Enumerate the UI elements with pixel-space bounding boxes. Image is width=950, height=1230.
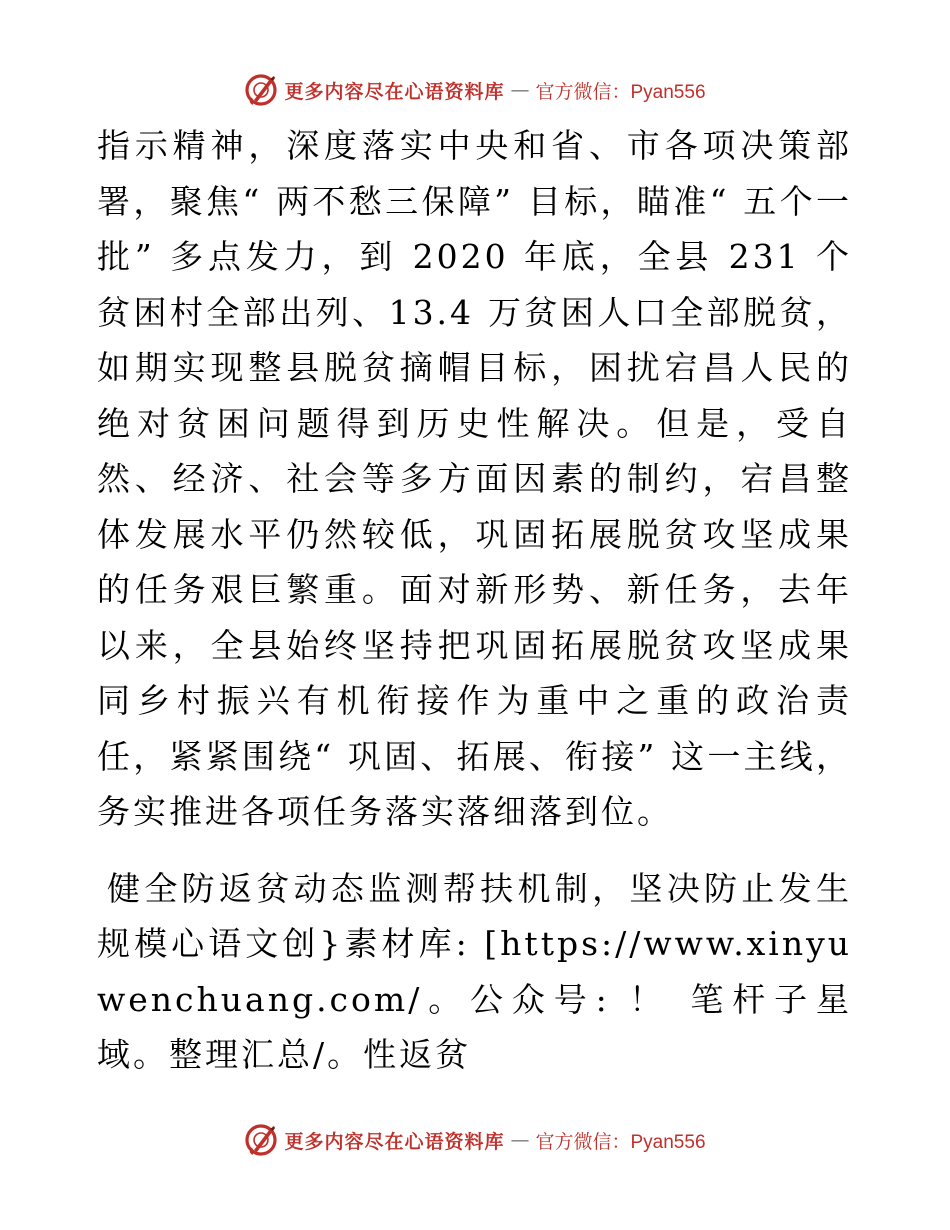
footer-watermark <box>0 1120 950 1160</box>
footer-brand-text: 更多内容尽在心语资料库 <box>284 1130 505 1153</box>
header-watermark <box>0 70 950 110</box>
header-contact-id: Pyan556 <box>630 81 706 103</box>
header-contact <box>535 77 705 104</box>
footer-separator: — <box>510 1129 530 1151</box>
pen-seal-logo-icon <box>244 1123 278 1157</box>
footer-contact <box>535 1127 705 1154</box>
header-brand-text: 更多内容尽在心语资料库 <box>284 80 505 103</box>
body-paragraph-2: 健全防返贫动态监测帮扶机制，坚决防止发生规模心语文创}素材库: [https://www.xinyuwenchuang.com/。公众号: ！ 笔杆子星域。整理汇总/。性返贫 <box>97 868 852 1074</box>
footer-contact-label: 官方微信： <box>535 1130 631 1153</box>
body-paragraph-1: 指示精神，深度落实中央和省、市各项决策部署，聚焦“ 两不愁三保障” 目标，瞄准“ 五个一批” 多点发力，到 2020 年底，全县 231 个贫困村全部出列、13.4 万贫困人口全部脱贫，如期实现整县脱贫摘帽目标，困扰宕昌人民的绝对贫困问题得到历史性解决。但是，受自然、经济、社会等多方面因素的制约，宕昌整体发展水平仍然较低，巩固拓展脱贫攻坚成果的任务艰巨繁重。面对新形势、新任务，去年以来，全县始终坚持把巩固拓展脱贫攻坚成果同乡村振兴有机衔接作为重中之重的政治责任，紧紧围绕“ 巩固、拓展、衔接” 这一主线，务实推进各项任务落实落细落到位。 <box>97 126 852 831</box>
document-body <box>97 118 852 1083</box>
header-separator: — <box>510 79 530 101</box>
pen-seal-logo-icon <box>244 73 278 107</box>
header-contact-label: 官方微信： <box>535 80 631 103</box>
footer-contact-id: Pyan556 <box>630 1131 706 1153</box>
